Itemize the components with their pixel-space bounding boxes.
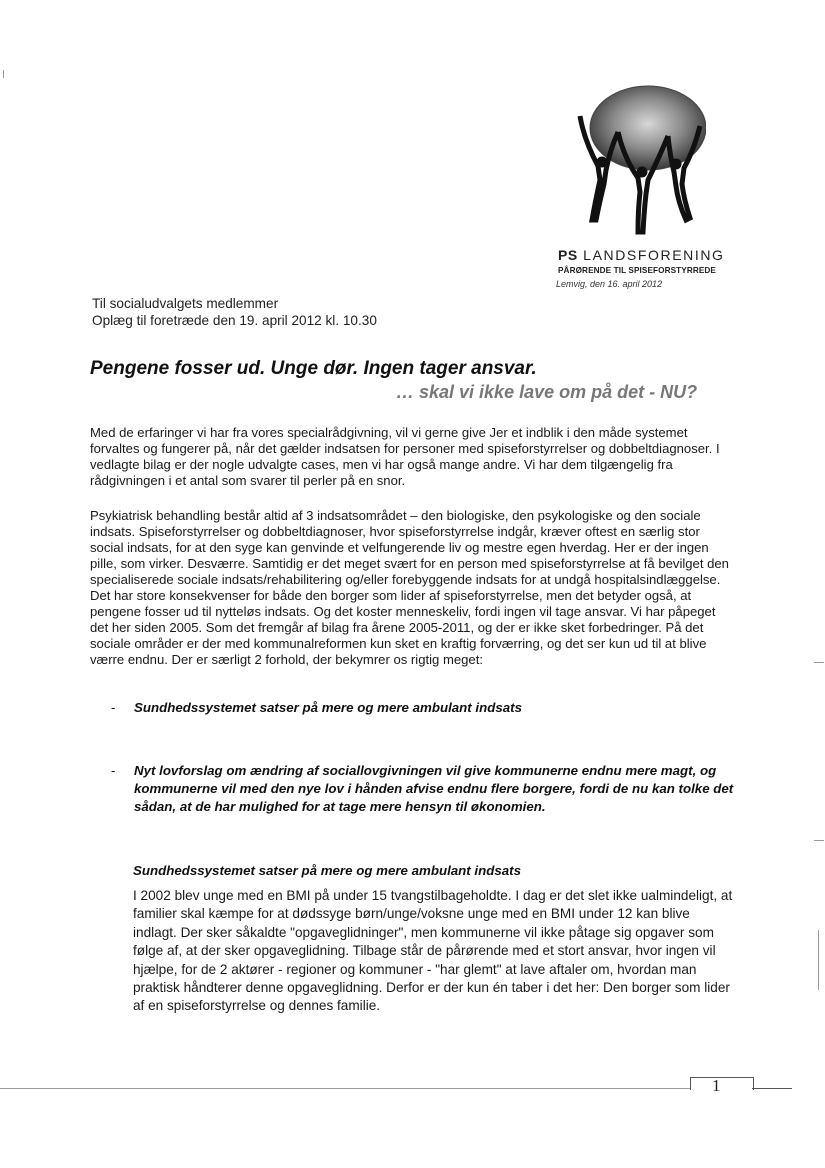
bullet-dash: - bbox=[111, 700, 116, 715]
headline-secondary: … skal vi ikke lave om på det - NU? bbox=[396, 382, 698, 402]
concern-item-text: Nyt lovforslag om ændring af sociallovgivningen vil give kommunerne endnu mere magt, og kommunerne vil med den nye lov i hånden afvise endnu flere borgere, fordi de nu kan tolke det sådan, at de har mulighed for at tage mere hensyn til økonomien. bbox=[134, 763, 734, 814]
scan-mark bbox=[3, 70, 4, 78]
headline-main: Pengene fosser ud. Unge dør. Ingen tager ansvar. bbox=[90, 358, 537, 379]
concern-item-text: Sundhedssystemet satser på mere og mere ambulant indsats bbox=[134, 700, 522, 715]
meeting-line: Oplæg til foretræde den 19. april 2012 kl. 10.30 bbox=[92, 313, 377, 328]
place-and-date: Lemvig, den 16. april 2012 bbox=[556, 279, 663, 289]
footer-rule bbox=[752, 1088, 792, 1089]
scan-mark bbox=[814, 662, 824, 663]
body-paragraph: Psykiatrisk behandling består altid af 3 indsatsområdet – den biologiske, den psykologiske og den sociale indsats. Spiseforstyrrelser og dobbeltdiagnoser, hvor spiseforstyrrelse indgår, kræver oftest en særlig stor social indsats, for at den syge kan genvinde et velfungerende liv og mestre egen hverdag. Her er der ingen pille, som virker. Desværre. Samtidig er det meget svært for en person med spiseforstyrrelse at få bevilget den specialiserede sociale indsats/rehabilitering og/eller forebyggende indsats for at undgå hospitalsindlæggelse. Det har store konsekvenser for både den borger som lider af spiseforstyrrelse, men det betyder også, at pengene fosser ud til nytteløs indsats. Og det koster menneskeliv, fordi ingen vil tage ansvar. Vi har påpeget det her siden 2005. Som det fremgår af bilag fra årene 2005-2011, og der er ikke sket forbedringer. På det sociale områder er der med kommunalreformen kun sket en kraftig forværring, og det ser kun ud til at blive værre endnu. Der er særligt 2 forhold, der bekymrer os rigtig meget: bbox=[90, 508, 729, 667]
ps-landsforening-logo bbox=[566, 80, 706, 240]
page-number-box bbox=[690, 1077, 754, 1090]
page-number: 1 bbox=[712, 1076, 721, 1095]
bullet-dash: - bbox=[111, 763, 116, 778]
intro-paragraph: Med de erfaringer vi har fra vores specialrådgivning, vil vi gerne give Jer et indblik i den måde systemet forvaltes og fungerer på, når det gælder indsatsen for personer med spiseforstyrrelser og dobbeltdiagnoser. I vedlagte bilag er der nogle udvalgte cases, men vi har også mange andre. Vi har dem tilgængelig fra rådgivningen i et antal som svarer til perler på en snor. bbox=[90, 425, 720, 488]
organization-name: PS LANDSFORENING bbox=[558, 247, 725, 263]
section-paragraph: I 2002 blev unge med en BMI på under 15 tvangstilbageholdte. I dag er det slet ikke ualmindeligt, at familier skal kæmpe for at dødssyge børn/unge/voksne unge med en BMI under 12 kan blive indlagt. Der sker såkaldte "opgaveglidninger", men kommunerne vil ikke påtage sig opgaver som følge af, at der sker opgaveglidning. Tilbage står de pårørende med et stort ansvar, hvor ingen vil hjælpe, for de 2 aktører - regioner og kommuner - "har glemt" at lave aftaler om, hvordan man praktisk håndterer denne opgaveglidning. Derfor er der kun én taber i det her: Den borger som lider af en spiseforstyrrelse og dennes familie. bbox=[133, 888, 733, 1014]
recipient-line: Til socialudvalgets medlemmer bbox=[92, 296, 279, 311]
scan-mark bbox=[814, 840, 824, 841]
footer-rule bbox=[0, 1088, 690, 1089]
section-heading: Sundhedssystemet satser på mere og mere ambulant indsats bbox=[133, 863, 521, 878]
organization-subtitle: PÅRØRENDE TIL SPISEFORSTYRREDE bbox=[558, 266, 716, 275]
recipient-block bbox=[92, 295, 377, 329]
scan-mark bbox=[818, 930, 819, 990]
